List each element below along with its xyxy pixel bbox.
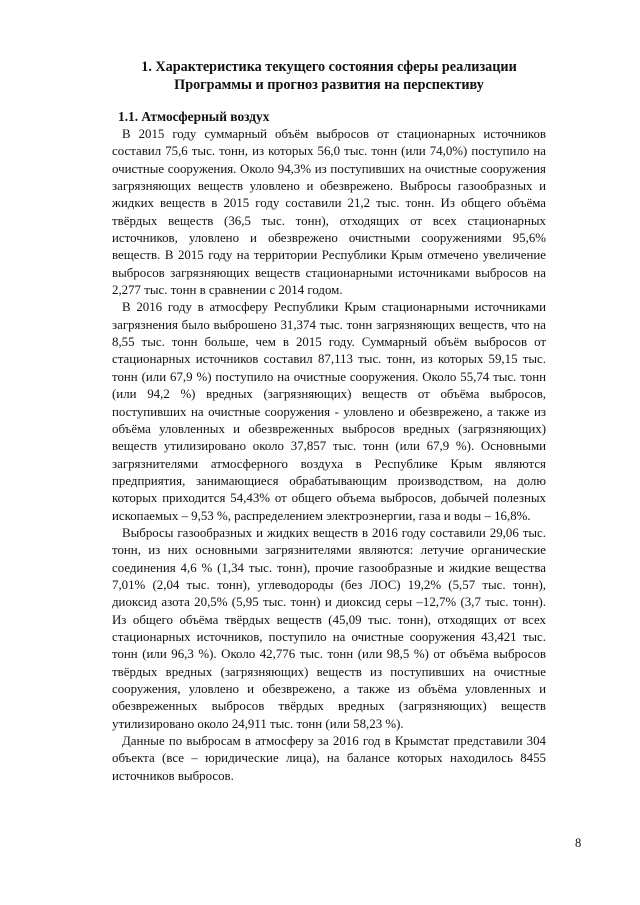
- paragraph-krymstat-data: Данные по выбросам в атмосферу за 2016 год в Крымстат представили 304 объекта (все – юридические лица), на балансе которых находилось 8455 источников выбросов.: [112, 734, 546, 783]
- paragraph-2016-emissions: В 2016 году в атмосферу Республики Крым стационарными источниками загрязнения было выброшено 31,374 тыс. тонн загрязняющих веществ, что на 8,55 тыс. тонн больше, чем в 2015 году. Суммарный объём выбросов от стационарных источников составил 87,113 тыс. тонн, из которых 59,15 тыс. тонн (или 67,9 %) поступило на очистные сооружения. Около 55,74 тыс. тонн (или 94,2 %) вредных (загрязняющих) веществ от объёма выбросов, поступивших на очистные сооружения - уловлено и обезврежено, а также из объёма уловленных и обезвреженных выбросов вредных (загрязняющих) веществ утилизировано около 37,857 тыс. тонн (или 67,9 %). Основными загрязнителями атмосферного воздуха в Республике Крым являются предприятия, занимающиеся обрабатывающим производством, на долю которых приходится 54,43% от общего объема выбросов, добычей полезных ископаемых – 9,53 %, распределением электроэнергии, газа и воды – 16,8%.: [112, 300, 546, 523]
- paragraph-gaseous-solid-substances: Выбросы газообразных и жидких веществ в 2016 году составили 29,06 тыс. тонн, из них основными загрязнителями являются: летучие органические соединения 4,6 % (1,34 тыс. тонн), прочие газообразные и жидкие вещества 7,01% (2,04 тыс. тонн), углеводороды (без ЛОС) 19,2% (5,57 тыс. тонн), диоксид азота 20,5% (5,95 тыс. тонн) и диоксид серы –12,7% (3,7 тыс. тонн). Из общего объёма твёрдых веществ (45,09 тыс. тонн), отходящих от всех стационарных источников, поступило на очистные сооружения 43,421 тыс. тонн (или 96,3 %). Около 42,776 тыс. тонн (или 98,5 %) от объёма выбросов твёрдых вредных (загрязняющих) веществ из поступивших на очистные сооружения, уловлено и обезврежено, а также из объёма уловленных и обезвреженных выбросов твёрдых вредных (загрязняющих) веществ утилизировано около 24,911 тыс. тонн (или 58,23 %).: [112, 525, 546, 731]
- section-title: 1.1. Атмосферный воздух: [118, 109, 270, 124]
- page-number: 8: [575, 836, 582, 850]
- paragraph-2015-emissions: В 2015 году суммарный объём выбросов от стационарных источников составил 75,6 тыс. тонн, из которых 56,0 тыс. тонн (или 74,0%) поступило на очистные сооружения. Около 94,3% из поступивших на очистные сооружения загрязняющих веществ уловлено и обезврежено. Выбросы газообразных и жидких веществ в 2015 году составили 21,2 тыс. тонн. Из общего объёма твёрдых веществ (36,5 тыс. тонн), отходящих от всех стационарных источников, уловлено и обезврежено очистными сооружениями 95,6% веществ. В 2015 году на территории Республики Крым отмечено увеличение выбросов загрязняющих веществ стационарными источниками выбросов на 2,277 тыс. тонн в сравнении с 2014 годом.: [112, 127, 546, 298]
- page-content: [112, 58, 546, 785]
- chapter-title: 1. Характеристика текущего состояния сферы реализации Программы и прогноз развития на перспективу: [141, 59, 517, 93]
